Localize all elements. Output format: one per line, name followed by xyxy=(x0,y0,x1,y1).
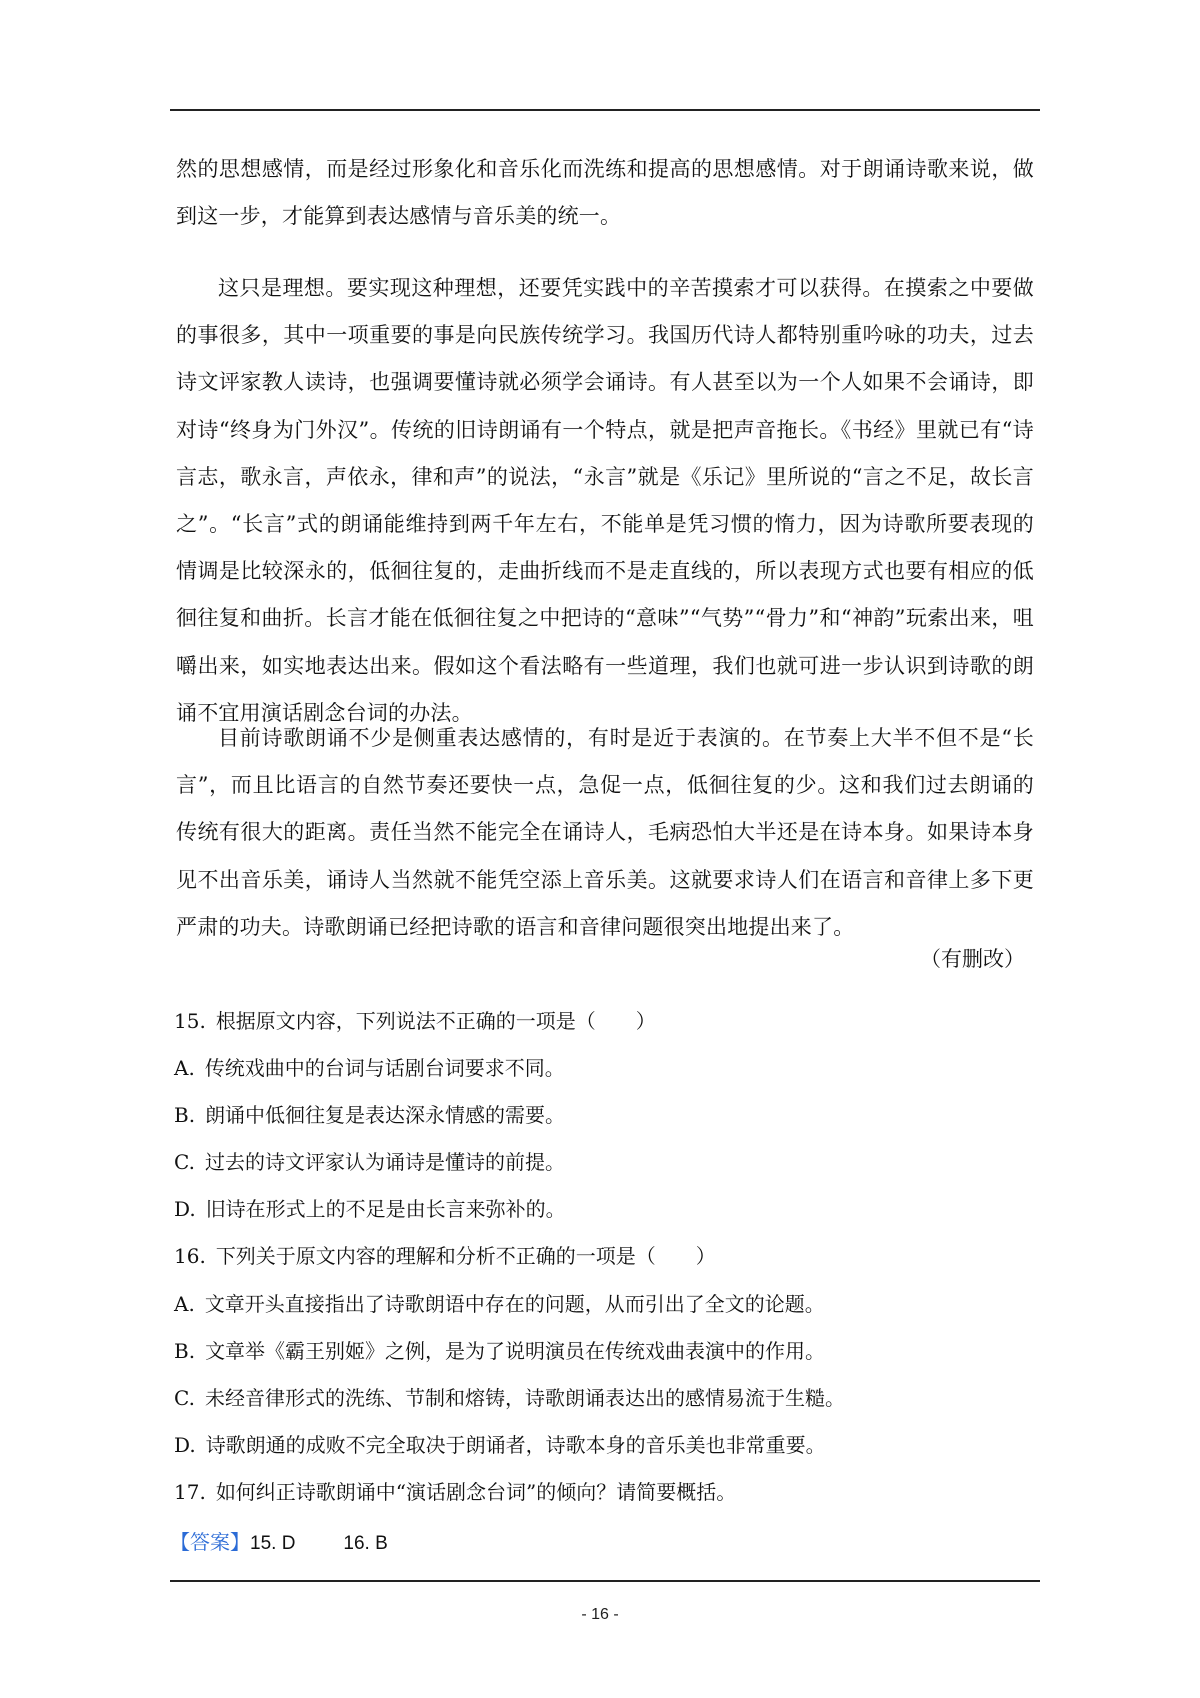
question-16-option-a xyxy=(174,1289,825,1319)
question-15-option-c xyxy=(174,1147,565,1177)
option-text: 文章举《霸王别姬》之例，是为了说明演员在传统戏曲表演中的作用。 xyxy=(205,1339,826,1363)
option-text: 朗诵中低徊往复是表达深永情感的需要。 xyxy=(205,1103,566,1127)
question-16-option-d xyxy=(174,1430,826,1460)
question-15-option-d xyxy=(174,1194,566,1224)
answer-tag: 【答案】 xyxy=(170,1530,250,1554)
question-15-option-b xyxy=(174,1100,565,1130)
option-key: A. xyxy=(174,1292,195,1316)
option-key: D. xyxy=(174,1433,196,1457)
answer-16: 16. B xyxy=(343,1533,388,1554)
option-key: C. xyxy=(174,1386,195,1410)
header-rule xyxy=(170,109,1040,111)
question-number: 15. xyxy=(174,1009,206,1033)
question-text: 如何纠正诗歌朗诵中“演话剧念台词”的倾向？请简要概括。 xyxy=(215,1480,737,1504)
option-key: A. xyxy=(174,1056,195,1080)
question-text: 下列关于原文内容的理解和分析不正确的一项是（ ） xyxy=(215,1244,716,1268)
question-number: 16. xyxy=(174,1244,206,1268)
option-text: 旧诗在形式上的不足是由长言来弥补的。 xyxy=(205,1197,566,1221)
option-text: 传统戏曲中的台词与话剧台词要求不同。 xyxy=(204,1056,565,1080)
question-17-stem xyxy=(174,1477,736,1507)
passage-paragraph-3: 目前诗歌朗诵不少是侧重表达感情的，有时是近于表演的。在节奏上大半不但不是“长言”，而且比语言的自然节奏还要快一点，急促一点，低徊往复的少。这和我们过去朗诵的传统有很大的距离。责任当然不能完全在诵诗人，毛病恐怕大半还是在诗本身。如果诗本身见不出音乐美，诵诗人当然就不能凭空添上音乐美。这就要求诗人们在语言和音律上多下更严肃的功夫。诗歌朗诵已经把诗歌的语言和音律问题很突出地提出来了。 xyxy=(176,726,1034,939)
option-text: 未经音律形式的洗练、节制和熔铸，诗歌朗诵表达出的感情易流于生糙。 xyxy=(204,1386,845,1410)
question-16-option-c xyxy=(174,1383,845,1413)
answer-line xyxy=(170,1527,388,1559)
answer-15: 15. D xyxy=(250,1533,296,1554)
page-number: - 16 - xyxy=(581,1606,619,1623)
question-16-stem xyxy=(174,1241,716,1271)
question-16-option-b xyxy=(174,1336,825,1366)
option-text: 诗歌朗通的成败不完全取决于朗诵者，诗歌本身的音乐美也非常重要。 xyxy=(205,1433,826,1457)
option-key: C. xyxy=(174,1150,195,1174)
question-number: 17. xyxy=(174,1480,206,1504)
footer-rule xyxy=(170,1580,1040,1582)
option-key: B. xyxy=(174,1339,196,1363)
question-15-stem xyxy=(174,1006,656,1036)
question-15-option-a xyxy=(174,1053,565,1083)
passage-paragraph-2: 这只是理想。要实现这种理想，还要凭实践中的辛苦摸索才可以获得。在摸索之中要做的事很多，其中一项重要的事是向民族传统学习。我国历代诗人都特别重吟咏的功夫，过去诗文评家教人读诗，也强调要懂诗就必须学会诵诗。有人甚至以为一个人如果不会诵诗，即对诗“终身为门外汉”。传统的旧诗朗诵有一个特点，就是把声音拖长。《书经》里就已有“诗言志，歌永言，声依永，律和声”的说法，“永言”就是《乐记》里所说的“言之不足，故长言之”。“长言”式的朗诵能维持到两千年左右，不能单是凭习惯的惰力，因为诗歌所要表现的情调是比较深永的，低徊往复的，走曲折线而不是走直线的，所以表现方式也要有相应的低徊往复和曲折。长言才能在低徊往复之中把诗的“意味”“气势”“骨力”和“神韵”玩索出来，咀嚼出来，如实地表达出来。假如这个看法略有一些道理，我们也就可进一步认识到诗歌的朗诵不宜用演话剧念台词的办法。 xyxy=(176,276,1034,725)
option-text: 过去的诗文评家认为诵诗是懂诗的前提。 xyxy=(204,1150,565,1174)
option-key: D. xyxy=(174,1197,196,1221)
passage-paragraph-1: 然的思想感情，而是经过形象化和音乐化而洗练和提高的思想感情。对于朗诵诗歌来说，做到这一步，才能算到表达感情与音乐美的统一。 xyxy=(176,157,1034,229)
question-text: 根据原文内容，下列说法不正确的一项是（ ） xyxy=(215,1009,656,1033)
option-text: 文章开头直接指出了诗歌朗语中存在的问题，从而引出了全文的论题。 xyxy=(204,1292,825,1316)
source-note: （有删改） xyxy=(920,947,1025,971)
option-key: B. xyxy=(174,1103,196,1127)
